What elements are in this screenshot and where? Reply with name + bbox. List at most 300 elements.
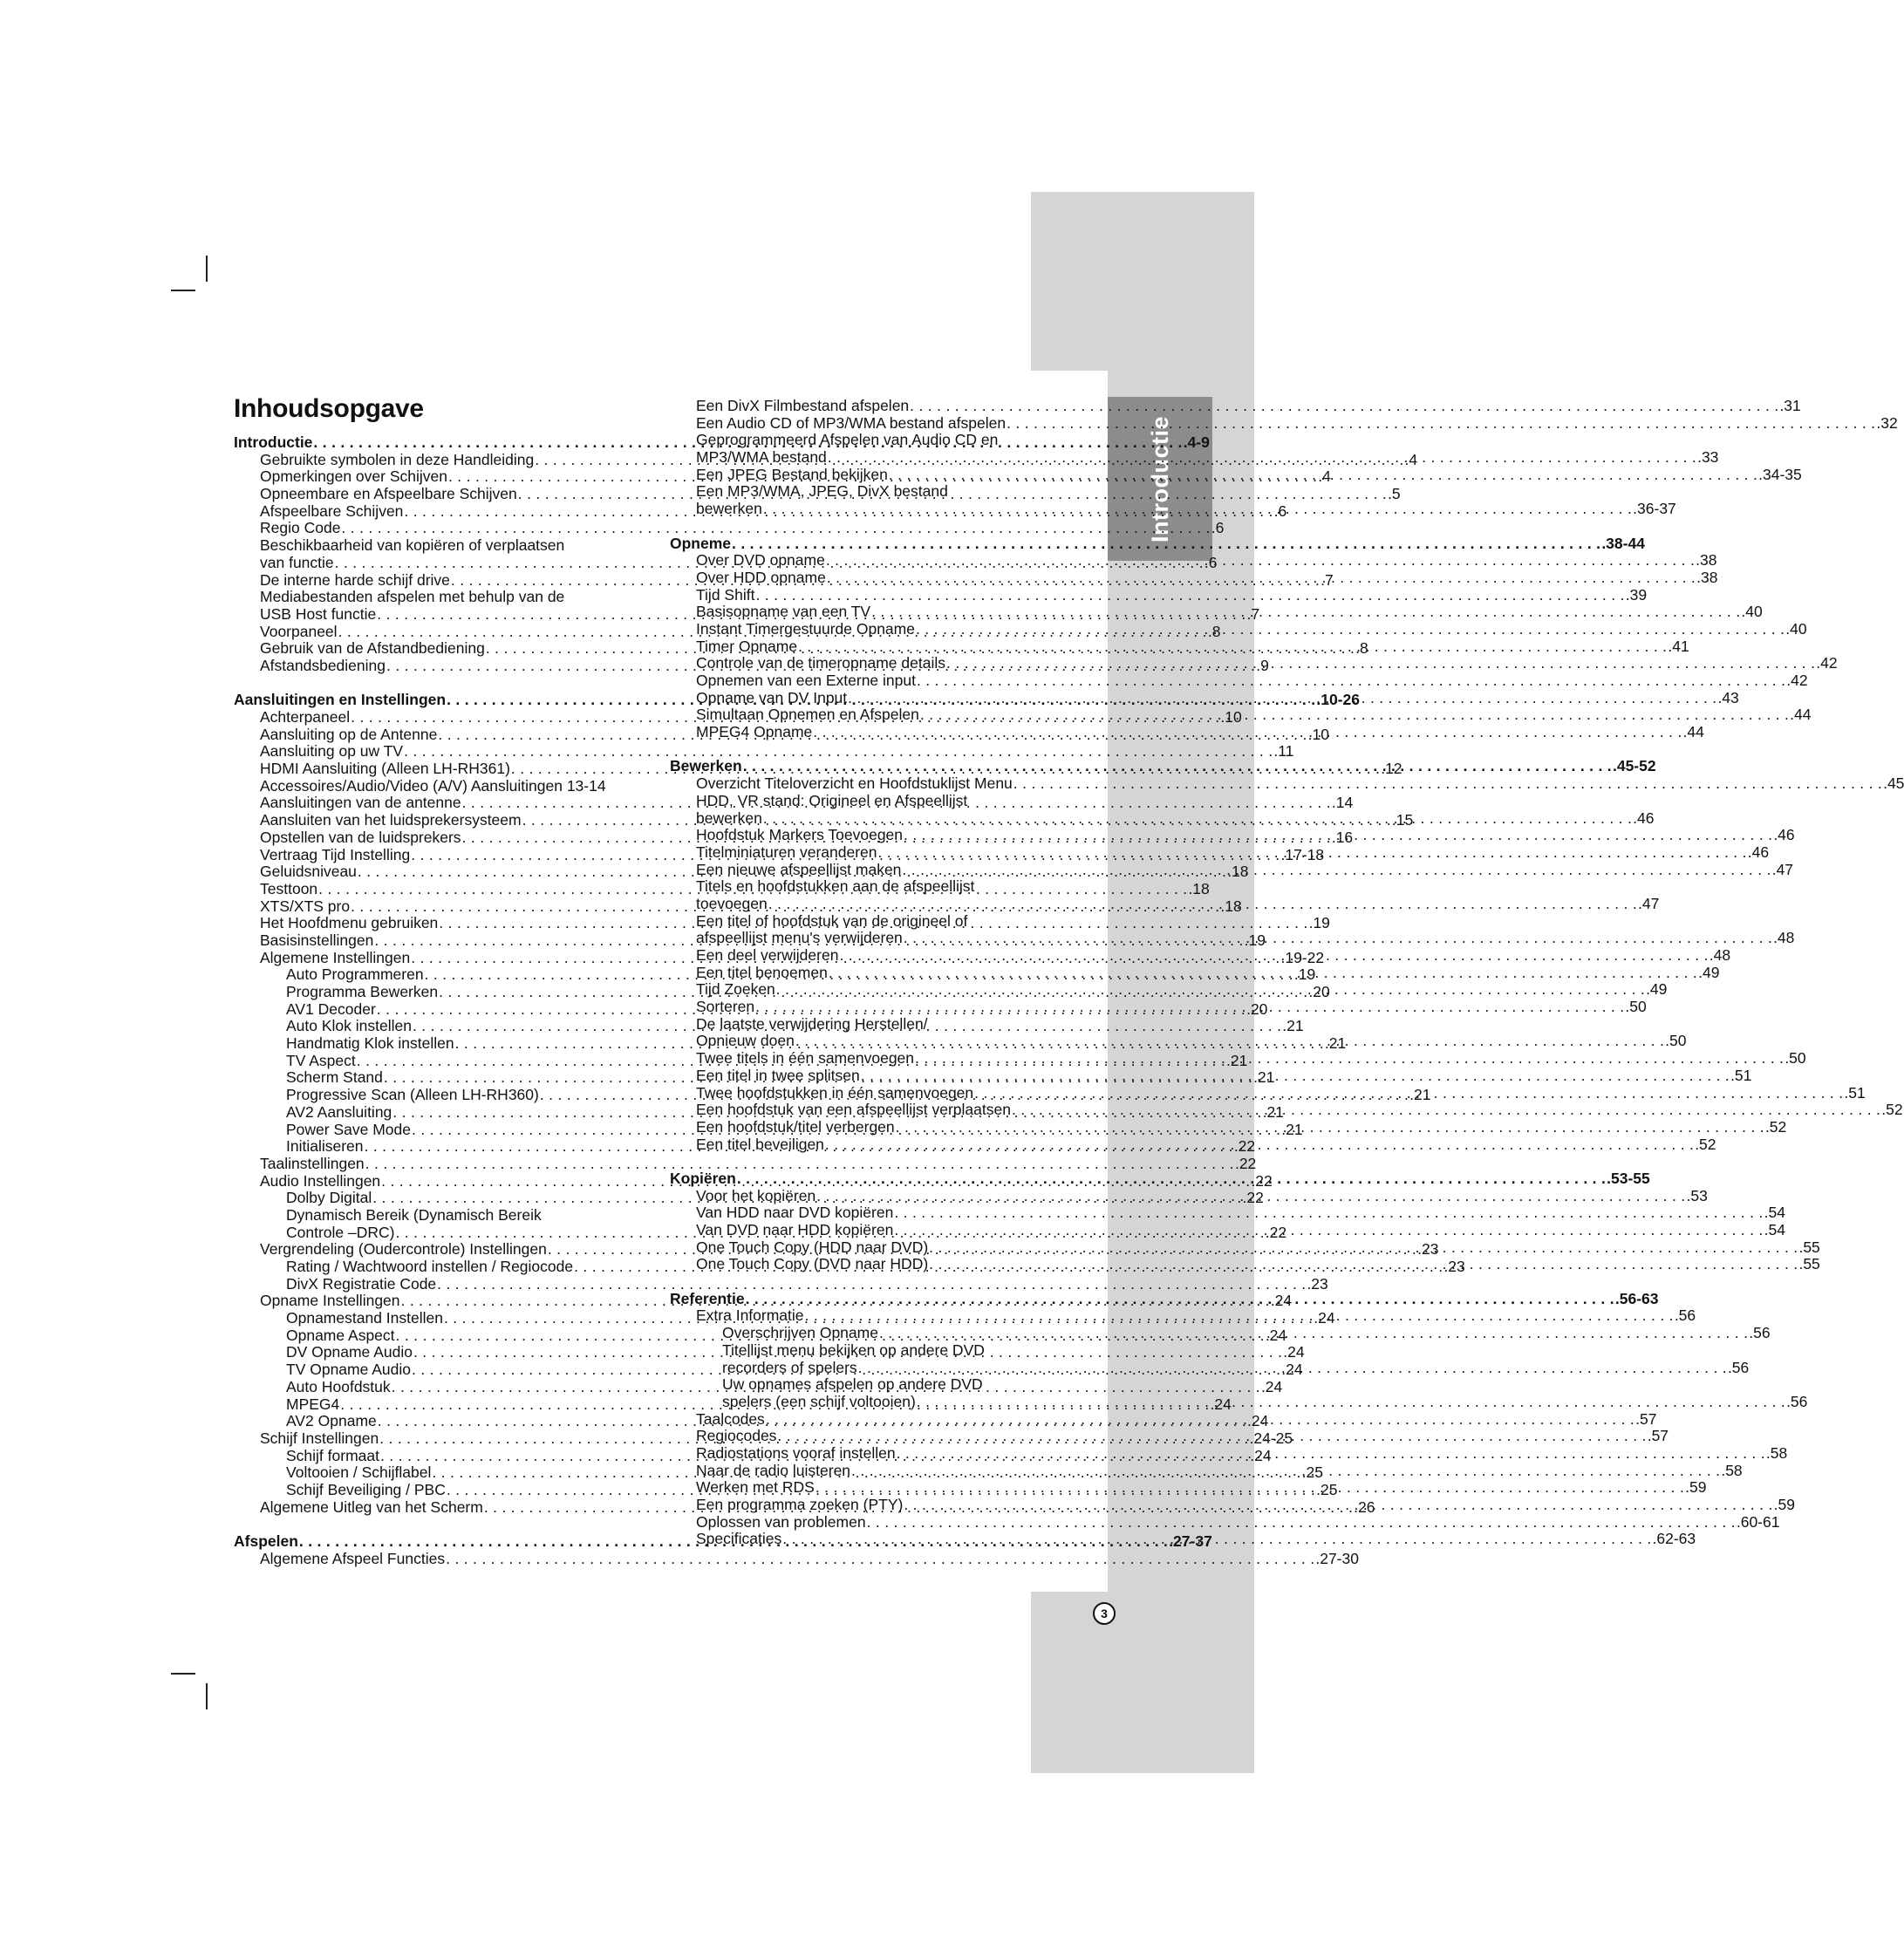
dot-leader [737,1170,1606,1188]
toc-entry-page: .46 [1747,843,1770,861]
dot-leader [825,1136,1694,1154]
toc-entry-title: bewerken [696,808,762,827]
toc-entry-title: Een programma zoeken (PTY) [696,1496,904,1513]
toc-entry-title: Titels en hoofdstukken aan de afspeellijst [696,877,975,896]
toc-entry-page: .26 [1354,1497,1375,1516]
crop-mark-bl-horizontal [171,1673,195,1675]
toc-entry [670,913,1080,931]
crop-mark-tl-vertical [206,256,208,282]
toc-entry-title: Hoofdstuk Markers Toevoegen [696,826,904,844]
toc-entry-title: Tijd Shift [696,585,755,604]
toc-entry-title: USB Host functie [260,604,377,623]
toc-entry [234,778,644,795]
dot-leader [904,1497,1772,1514]
toc-entry [234,1154,1257,1173]
dot-leader [917,672,1785,690]
toc-entry-title: Gebruikte symbolen in deze Handleiding [260,450,535,468]
dot-leader [795,1033,1664,1050]
toc-entry-page: .52 [1695,1135,1716,1153]
toc-entry-title: Gebruik van de Afstandbediening [260,639,485,658]
toc-entry-page: .58 [1765,1443,1788,1462]
toc-entry [670,1512,1780,1532]
dot-leader [904,827,1772,844]
toc-entry-page: .22 [1251,1171,1273,1190]
toc-entry-title: Aansluiten van het luidsprekersysteem [260,811,522,829]
toc-entry-title: MP3/WMA bestand [696,448,827,467]
toc-entry-page: .54 [1764,1221,1785,1238]
toc-entry-page: .24 [1283,1343,1305,1361]
dot-leader [776,981,1645,999]
dot-leader [777,1428,1646,1445]
toc-entry-page: .22 [1234,1154,1257,1172]
toc-entry-title: Basisinstellingen [260,931,374,949]
toc-entry-page: .24 [1281,1361,1303,1379]
toc-entry-title: Dolby Digital [286,1189,372,1207]
dot-leader [848,690,1716,707]
toc-entry [670,637,1689,656]
toc-entry-title: Basisopname van een TV [696,603,871,621]
toc-entry [670,397,1801,415]
toc-entry-page: .6 [1273,501,1287,520]
dot-leader [894,1204,1763,1222]
toc-entry-page: .46 [1633,808,1655,827]
toc-entry-page: .41 [1668,637,1689,655]
section-tab-label: Introductie [1146,415,1173,542]
toc-entry-page: .59 [1685,1478,1707,1497]
toc-entry-page: .36-37 [1633,500,1676,518]
toc-entry-title: Aansluiting op uw TV [260,742,404,761]
toc-entry-title: Regiocodes [696,1427,777,1445]
toc-entry-title: Een titel benoemen [696,963,828,981]
toc-entry-page: .19 [1308,914,1330,932]
toc-entry-title: Audio Instellingen [260,1171,381,1190]
toc-entry-title: Voor het kopiëren [696,1186,816,1204]
toc-entry-page: .58 [1721,1461,1743,1479]
toc-entry-title: Mediabestanden afspelen met behulp van de [260,588,565,606]
toc-entry-title: Aansluitingen van de antenne [260,794,461,812]
toc-entry-title: Regio Code [260,519,341,537]
toc-entry-page: .56 [1674,1306,1696,1325]
dot-leader [766,1411,1634,1429]
dot-leader [851,1463,1720,1480]
toc-entry-title: Controle –DRC) [286,1223,395,1241]
dot-leader [827,570,1696,587]
dot-leader [782,1531,1651,1548]
toc-entry-title: Opneembare en Afspeelbare Schijven [260,485,517,503]
dot-leader [763,501,1632,518]
dot-leader [902,862,1771,879]
toc-entry-page: .55 [1798,1255,1820,1273]
toc-entry-page: .60-61 [1736,1512,1780,1531]
toc-entry-page: .43 [1717,688,1739,706]
toc-entry-page: .5 [1388,485,1401,503]
toc-entry-page: .23 [1443,1258,1465,1275]
dot-leader [446,1551,1314,1568]
toc-entry [670,878,1080,896]
toc-entry-title: Een hoofdstuk van een afspeellijst verplaatsen [696,1101,1011,1119]
toc-entry-page: .25 [1316,1480,1338,1498]
toc-entry-page: .54 [1764,1204,1785,1222]
dot-leader [826,552,1695,570]
toc-entry-title: Schijf formaat [286,1446,379,1464]
toc-entry-page: .20 [1246,999,1268,1018]
toc-entry-page: .9 [1256,656,1269,674]
toc-entry-title: Opneme [670,534,732,552]
toc-entry-title: Opnieuw doen [696,1032,795,1050]
toc-entry-page: .17-18 [1280,845,1325,863]
toc-entry-title: Schijf Instellingen [260,1429,379,1447]
toc-entry [234,589,644,606]
dot-leader [916,621,1785,638]
toc-entry-title: MPEG4 Opname [696,723,813,741]
toc-entry [670,774,1904,793]
toc-entry-title: Timer Opname [696,637,798,655]
dot-leader [929,1239,1798,1257]
toc-entry-title: Algemene Uitleg van het Scherm [260,1497,483,1516]
toc-entry [670,500,1676,518]
toc-entry-title: HDD, VR stand: Origineel en Afspeellijst [696,791,968,809]
toc-entry-title: Beschikbaarheid van kopiëren of verplaatsen [260,536,565,555]
toc-entry-title: Een titel of hoofdstuk van de origineel of [696,911,968,930]
toc-entry-title: DV Opname Audio [286,1343,413,1361]
toc-entry-page: .6 [1211,519,1225,537]
toc-entry-page: .21 [1253,1068,1275,1087]
toc-entry-page: .40 [1785,619,1807,638]
toc-entry-title: Titelminiaturen veranderen [696,843,877,861]
toc-entry-title: Overzicht Titeloverzicht en Hoofdstuklijst Menu [696,774,1013,793]
toc-entry-title: Vertraag Tijd Instelling [260,845,411,863]
toc-entry-title: Tijd Zoeken [696,980,775,999]
toc-entry-title: Overschrijven Opname [722,1324,878,1342]
toc-entry-title: Voorpaneel [260,622,338,640]
toc-entry [234,1207,644,1225]
toc-entry-title: Van HDD naar DVD kopiëren [696,1204,894,1222]
dot-leader [861,1068,1730,1085]
toc-entry-page: .50 [1625,998,1647,1016]
toc-entry-page: .31 [1779,397,1801,414]
toc-entry-page: .21 [1281,1120,1303,1138]
toc-entry-title: Auto Klok instellen [286,1017,412,1035]
toc-entry-title: Handmatig Klok instellen [286,1034,454,1053]
toc-entry-title: Een Audio CD of MP3/WMA bestand afspelen [696,413,1007,432]
toc-entry-page: .19-22 [1280,948,1325,966]
dot-leader [878,844,1747,862]
toc-entry-title: Radiostations vooraf instellen [696,1443,896,1462]
toc-entry-page: .56 [1749,1324,1771,1342]
toc-entry-page: .4 [1404,450,1418,468]
dot-leader [915,1050,1784,1068]
dot-leader [920,706,1789,724]
toc-entry-page: .23 [1417,1240,1439,1259]
toc-entry-page: .39 [1625,585,1648,604]
toc-entry-page: .57 [1635,1409,1657,1428]
toc-entry-title: Aansluitingen en Instellingen [234,691,447,709]
toc-entry-title: Over DVD opname [696,551,825,570]
toc-entry-page: .51 [1844,1083,1866,1102]
toc-entry-title: Initialiseren [286,1137,364,1156]
dot-leader [1012,1102,1880,1119]
toc-entry-page: .8 [1207,622,1221,640]
toc-entry [670,603,1763,621]
toc-entry-title: TV Aspect [286,1051,356,1069]
toc-entry-page: .6 [1204,553,1218,571]
toc-entry-title: Twee titels in één samenvoegen [696,1049,915,1068]
toc-entry-title: Specificaties [696,1530,782,1548]
toc-entry-page: .34-35 [1758,465,1802,483]
dot-leader [816,1188,1685,1205]
toc-entry [670,619,1807,638]
toc-entry-title: Achterpaneel [260,708,351,726]
toc-entry [670,483,1080,501]
toc-entry-page: .59 [1773,1496,1795,1513]
toc-entry-page: .11 [1273,742,1294,761]
toc-entry-title: Opmerkingen over Schijven [260,467,447,486]
toc-entry-page: .22 [1265,1223,1287,1241]
toc-entry [670,1376,1080,1394]
toc-entry-page: .52 [1881,1101,1903,1119]
toc-entry-title: Rating / Wachtwoord instellen / Regiocode [286,1258,574,1275]
toc-entry-page: .23 [1307,1274,1328,1293]
dot-leader [894,1222,1763,1239]
toc-entry-page: .50 [1665,1032,1687,1050]
toc-entry [234,519,1225,537]
toc-entry-page: .24 [1250,1446,1272,1464]
toc-entry [234,537,644,555]
toc-entry-title: AV2 Opname [286,1412,377,1430]
toc-entry-page: .20 [1308,983,1330,1000]
toc-entry-page: .10-26 [1316,691,1360,709]
toc-entry [670,654,1838,672]
toc-entry-title: Algemene Instellingen [260,948,411,966]
dot-leader [746,1291,1614,1308]
dot-leader [732,536,1600,553]
toc-entry-page: .53 [1686,1186,1708,1204]
toc-entry-page: .42 [1816,654,1838,672]
toc-entry [234,742,1294,761]
dot-leader [871,604,1740,621]
dot-leader [768,896,1637,913]
toc-entry-title: Naar de radio luisteren [696,1461,851,1479]
dot-leader [805,1307,1674,1325]
toc-entry-page: .49 [1698,963,1720,981]
dot-leader [828,449,1696,467]
toc-entry-title: Introductie [234,433,313,451]
toc-entry-page: .27-30 [1315,1549,1359,1567]
toc-entry-title: Programma Bewerken [286,983,439,1000]
toc-entry-page: .21 [1262,1102,1284,1121]
dot-leader [904,930,1772,947]
toc-entry-page: .22 [1242,1189,1264,1207]
toc-entry-title: Bewerken [670,757,742,775]
toc-entry-title: Scherm Stand [286,1068,383,1087]
toc-entry-page: .18 [1188,879,1210,897]
toc-entry-page: .47 [1638,894,1660,912]
toc-entry-title: Een titel in twee splitsen [696,1066,860,1084]
dot-leader [798,638,1667,656]
toc-entry-page: .24 [1260,1377,1283,1395]
toc-entry-title: Uw opnames afspelen op andere DVD [722,1375,983,1394]
toc-entry-page: .24 [1247,1412,1269,1430]
toc-entry-title: Simultaan Opnemen en Afspelen [696,706,919,724]
toc-entry-title: Een DivX Filmbestand afspelen [696,397,910,414]
toc-entry [670,551,1717,570]
toc-entry-page: .4-9 [1183,433,1210,451]
toc-entry-title: recorders of spelers [722,1358,857,1376]
toc-entry-title: Taalcodes [696,1409,765,1428]
toc-entry-page: .19 [1244,931,1266,949]
toc-entry-page: .25 [1301,1463,1323,1482]
toc-entry-title: Opnamestand Instellen [286,1309,443,1327]
toc-entry-page: .55 [1798,1238,1820,1256]
page-title: Inhoudsopgave [234,394,424,423]
toc-entry-title: Het Hoofdmenu gebruiken [260,914,439,932]
toc-entry-title: Twee hoofdstukken in één samenvoegen [696,1083,974,1102]
dot-leader [879,1325,1748,1342]
toc-entry-page: .15 [1391,811,1414,829]
toc-entry-page: .4 [1318,467,1331,486]
toc-entry-page: .44 [1682,723,1704,741]
toc-entry [234,1274,1328,1293]
toc-entry-page: .22 [1233,1137,1256,1156]
toc-entry-title: Sorteren [696,998,755,1016]
toc-entry-page: .16 [1331,828,1354,846]
toc-entry-title: De interne harde schijf drive [260,570,450,589]
toc-entry [670,1342,1080,1360]
toc-entry-title: HDMI Aansluiting (Alleen LH-RH361) [260,760,510,778]
toc-entry-title: bewerken [696,500,762,518]
toc-entry-page: .51 [1730,1066,1752,1084]
toc-entry [670,793,1080,810]
toc-entry-page: .62-63 [1652,1530,1696,1548]
toc-entry-title: Oplossen van problemen [696,1512,866,1531]
toc-entry-page: .56 [1786,1392,1808,1410]
toc-entry-title: Progressive Scan (Alleen LH-RH360) [286,1086,539,1104]
toc-entry-title: Referentie [670,1289,745,1307]
dot-leader [839,947,1708,965]
toc-entry-title: Aansluiting op de Antenne [260,725,438,743]
toc-entry-title: One Touch Copy (HDD naar DVD) [696,1238,929,1256]
toc-entry-title: Accessoires/Audio/Video (A/V) Aansluitingen 13-14 [260,776,606,795]
dot-leader [889,467,1757,484]
toc-entry [670,1204,1785,1222]
toc-entry-title: Taalinstellingen [260,1154,365,1172]
dot-leader [910,398,1778,415]
toc-entry-title: MPEG4 [286,1395,340,1413]
toc-entry-title: Een titel beveiligen [696,1135,824,1153]
toc-entry-title: Afstandsbediening [260,656,386,674]
toc-entry-page: .18 [1220,897,1242,915]
toc-entry-title: Titellijst menu bekijken op andere DVD [722,1341,985,1359]
toc-entry-title: Instant Timergestuurde Opname [696,619,915,638]
dot-leader [829,965,1697,982]
crop-mark-tl-horizontal [171,290,195,291]
toc-entry-title: Auto Hoofdstuk [286,1377,391,1395]
dot-leader [858,1360,1727,1377]
toc-entry-title: Afspeelbare Schijven [260,501,404,520]
toc-entry-page: .21 [1324,1034,1347,1053]
toc-entry-title: Een nieuwe afspeellijst maken [696,860,902,878]
toc-entry-page: .19 [1293,965,1316,984]
toc-entry-page: .7 [1321,570,1334,589]
toc-entry-page: .8 [1355,639,1368,658]
toc-entry-title: van functie [260,553,334,571]
toc-entry-page: .57 [1647,1427,1669,1445]
toc-entry-page: .32 [1876,413,1898,432]
toc-entry-title: toevoegen [696,894,768,912]
toc-entry-title: Kopiëren [670,1169,736,1187]
toc-entry-title: Dynamisch Bereik (Dynamisch Bereik [286,1205,542,1224]
toc-entry-page: .24-25 [1249,1429,1293,1447]
toc-entry-title: Power Save Mode [286,1120,411,1138]
toc-entry-page: .21 [1282,1017,1304,1035]
toc-entry-page: .21 [1409,1086,1431,1104]
toc-entry-page: .56 [1727,1358,1750,1376]
toc-entry [670,432,1080,449]
toc-entry-title: Over HDD opname [696,568,826,586]
toc-entry-title: afspeellijst menu's verwijderen [696,929,903,947]
toc-entry-page: .7 [1246,604,1260,623]
toc-entry [670,1016,1080,1034]
toc-entry-title: Opname Aspect [286,1326,395,1344]
toc-entry-page: .24 [1314,1309,1335,1327]
toc-entry-page: .42 [1786,672,1808,689]
toc-entry [670,585,1648,604]
toc-entry-title: Auto Programmeren [286,965,424,984]
dot-leader [755,587,1624,604]
toc-entry-page: .45 [1883,774,1904,793]
toc-entry-title: AV2 Aansluiting [286,1102,392,1121]
toc-entry-title: DivX Registratie Code [286,1274,437,1293]
toc-entry-page: .50 [1785,1049,1806,1068]
toc-entry-page: .18 [1227,863,1249,881]
toc-entry-title: Opstellen van de luidsprekers [260,828,461,846]
dot-leader [816,1479,1684,1497]
dot-leader [917,1394,1785,1411]
toc-entry-title: Van DVD naar HDD kopiëren [696,1221,894,1238]
toc-section [670,534,1645,553]
toc-entry-title: Een hoofdstuk/titel verbergen [696,1117,895,1136]
toc-entry-title: XTS/XTS pro [260,897,351,915]
toc-entry [670,568,1718,587]
toc-entry-page: .45-52 [1612,757,1656,775]
toc-entry-page: .10 [1307,725,1329,743]
toc-entry-page: .46 [1773,826,1795,844]
toc-entry-page: .38-44 [1601,534,1645,552]
toc-entry-title: Opname van DV Input [696,688,848,706]
dot-leader [896,1119,1764,1136]
crop-mark-bl-vertical [206,1683,208,1709]
toc-entry-page: .38 [1696,568,1718,586]
toc-entry [234,1549,1359,1568]
toc-entry-title: Vergrendeling (Oudercontrole) Instellingen [260,1240,547,1259]
toc-entry-title: AV1 Decoder [286,999,376,1018]
dot-leader [974,1085,1843,1102]
dot-leader [1007,415,1875,433]
toc-entry-page: .44 [1790,706,1812,724]
dot-leader [813,724,1682,741]
toc-entry-page: .48 [1773,929,1795,947]
toc-entry [670,413,1898,433]
toc-entry-page: .49 [1646,980,1668,999]
toc-entry-title: Opname Instellingen [260,1292,400,1310]
toc-entry-title: Algemene Afspeel Functies [260,1549,446,1567]
toc-entry-title: Schijf Beveiliging / PBC [286,1480,446,1498]
toc-entry-page: .40 [1741,603,1763,621]
dot-leader [897,1445,1765,1463]
toc-entry-title: De laatste verwijdering Herstellen/ [696,1014,928,1033]
toc-entry-page: .47 [1771,860,1794,878]
toc-entry-title: TV Opname Audio [286,1361,411,1379]
